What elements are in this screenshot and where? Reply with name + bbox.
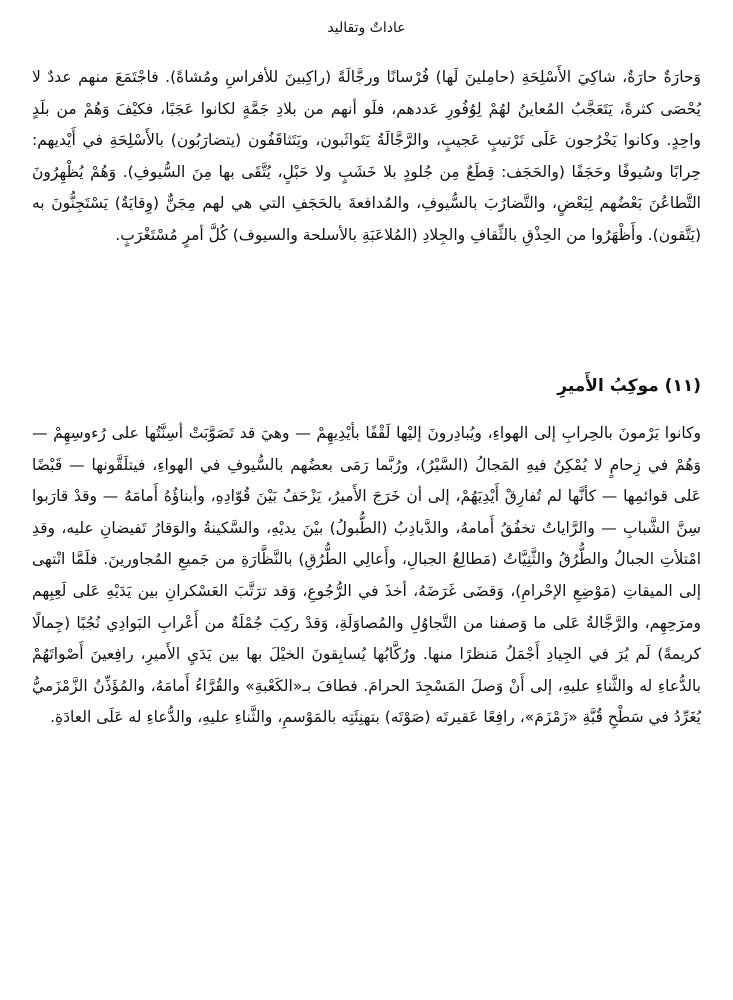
document-page [32,0,701,1000]
section-heading: (١١) موكِبُ الأَميرِ [557,376,701,396]
running-header: عاداتٌ وتقاليد [327,20,406,36]
body-paragraph-1: وَحارَةٌ حارَةٌ، شاكِيَ الأَسْلِحَةِ (حامِلينَ لَها) فُرْسانًا ورجَّالَةً (راكِبينَ للأفراسِ ومُشاةً). فاجْتَمَعَ منهم عددٌ لا يُحْصَى كثرةً، يَتَعَجَّبُ المُعاينُ لهُمْ لِوُفُورِ عَددهم، فلَو أنهم من بلادِ جَمَّةٍ لكانوا عَجَبًا، فكيْفَ وَهُمْ من بلَدٍ واحِدٍ. وكانوا يَخْرُجون عَلَى تَرْتيبٍ عَجيبٍ، والرَّجَّالَةُ يَتَواثَبون، ويَتَثاقَفُون (يتضارَبُون) بالأَسْلِحَةِ في أَيْديهم: حِرابًا وسُيوفًا وحَجَفًا (والحَجَف: قِطَعٌ مِن جُلودٍ بلا خَشَبٍ ولا حَبْلٍ، يُتَّقَى بها مِنَ السُّيوفِ). وَهُمْ يُظْهِرُونَ التَّطاعُنَ بَعْضُهم لِبَعْضٍ، والتَّضارُبَ بالسُّيوفِ، والمُدافعةَ بالحَجَفِ التي هي لهم مِجَنٌّ (وِقايَةٌ) يَسْتَجِنُّونَ به (يَتَّقون). وأَظْهَرُوا من الحِذْقِ بالثِّقافِ والجِلادِ (المُلاعَبَةِ بالأسلحة والسيوف) كُلَّ أمرٍ مُسْتَغْرَبٍ. [32,68,701,244]
body-paragraph-2: وكانوا يَرْمونَ بالحِرابِ إلى الهواءِ، ويُبادِرونَ إليْها لَقْفًا بأيْدِيهِمْ — وهيَ قد تَصَوَّبَتْ أسِنَّتُها على رُءوسِهِمْ — وَهُمْ في زِحامٍ لا يُمْكِنُ فيهِ المَجالُ (السَّيْرُ)، ورُبَّما رَمَى بعضُهم بالسُّيوفِ في الهواءِ، فيتلَقَّونها — قَبْضًا عَلى قوائمِها — كأنَّها لم تُفارِقْ أَيْدِيَهُمْ، إلى أن خَرَجَ الأَميرُ، يَزْحَفُ بَيْنَ قُوّادِهِ، وأبناؤُهُ أَمامَهُ — وقدْ قارَبوا سِنَّ الشَّبابِ — والرَّاياتُ تخفُقُ أَمامهُ، والدَّبادِبُ (الطُّبولُ) بيْنَ يديْهِ، والسَّكينةُ والوَقارُ تَفيضانِ عليه، وقدِ امْتلأتِ الجبالُ والطُّرُقُ والثَّنِيَّاتُ (مَطالِعُ الجبالِ، وأَعالِي الطُّرُقِ) بالنَّظَّارَةِ من جَميعِ المُجاورينَ. فلَمَّا انْتهى إلى الميقاتِ (مَوْضِعِ الإحْرامِ)، وَقضَى غَرَضَهُ، أخذَ في الرُّجُوعِ، وَقد ترَتَّبَ العَسْكرانِ بين يَدَيْهِ عَلى لَعِبِهم ومرَحِهِم، والرَّجَّالةُ عَلى ما وَصفنا من التَّجاوُلِ والمُصاوَلَةِ، وَقدْ ركِبَ جُمْلَةٌ من أَعْرابِ البَوادِي نُجُبًا (جِمالًا كريمةً) لَم يُرَ في الجِيادِ أَجْمَلُ مَنظرًا منها. ورُكَّابُها يُسابِقونَ الخيْلَ بها بين يَدَيِ الأَميرِ، رافِعينَ أَصْواتَهُمْ بالدُّعاءِ له والثَّناءِ عليهِ، إلى أَنْ وَصلَ المَسْجِدَ الحرامَ. فطافَ بـ«الكَعْبةِ» والقُرَّاءُ أَمامَهُ، والمُؤَذِّنُ الزَّمْزَميُّ يُغَرِّدُ في سَطْحِ قُبَّةِ «زَمْزَمَ»، رافِعًا عَقيرتَه (صَوْتَه) بتهنِئَتِه بالمَوْسمِ، والثَّناءِ عليهِ، والدُّعاءِ له عَلَى العادَةِ. [32,424,701,727]
